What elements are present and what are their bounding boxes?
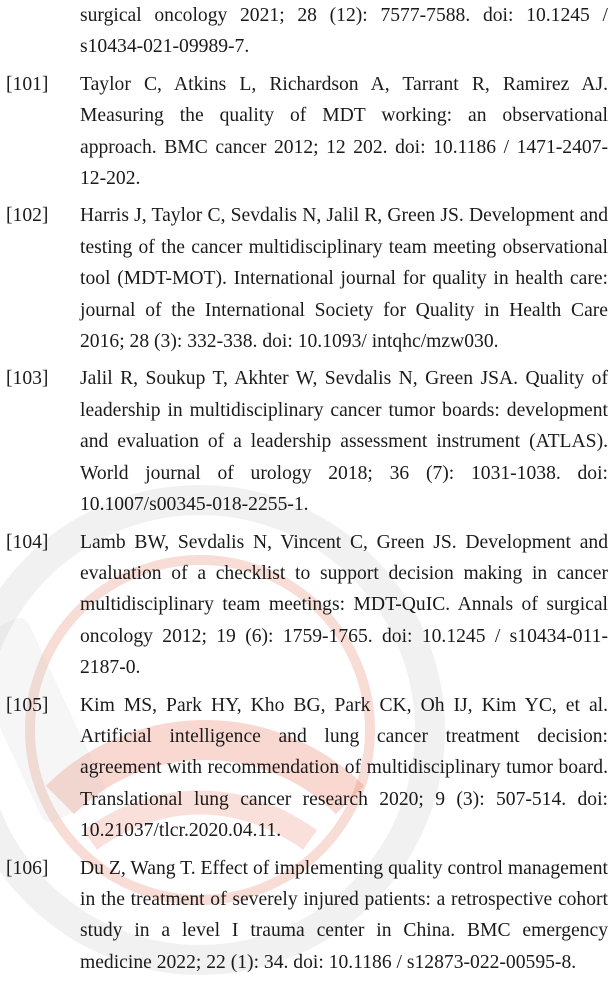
reference-number: [102]: [6, 205, 49, 227]
reference-continuation: [6, 0, 615, 63]
reference-number: [106]: [6, 857, 49, 879]
reference-number: [105]: [6, 694, 49, 716]
reference-104: [6, 527, 615, 684]
reference-text: Jalil R, Soukup T, Akhter W, Sevdalis N, Green JSA. Quality of leadership in multidisciplinary cancer tumor boards: development and evaluation of a leadership assessment instrument (ATLAS). World journal of urology 2018; 36 (7): 1031-1038. doi: 10.1007/s00345-018-2255-1.: [80, 368, 608, 516]
reference-text: surgical oncology 2021; 28 (12): 7577-7588. doi: 10.1245 / s10434-021-09989-7.: [80, 5, 608, 58]
reference-text: Taylor C, Atkins L, Richardson A, Tarrant R, Ramirez AJ. Measuring the quality of MDT working: an observational approach. BMC cancer 2012; 12 202. doi: 10.1186 / 1471-2407-12-202.: [80, 73, 608, 190]
reference-106: [6, 853, 615, 979]
reference-text: Du Z, Wang T. Effect of implementing quality control management in the treatment of severely injured patients: a retrospective cohort study in a level I trauma center in China. BMC emergency medicine 2022; 22 (1): 34. doi: 10.1186 / s12873-022-00595-8.: [80, 857, 608, 973]
reference-text: Kim MS, Park HY, Kho BG, Park CK, Oh IJ, Kim YC, et al. Artificial intelligence and lung cancer treatment decision: agreement with recommendation of multidisciplinary tumor board. Translational lung cancer research 2020; 9 (3): 507-514. doi: 10.21037/tlcr.2020.04.11.: [80, 694, 608, 842]
reference-number: [103]: [6, 368, 49, 390]
reference-number: [101]: [6, 73, 49, 95]
reference-text: Harris J, Taylor C, Sevdalis N, Jalil R, Green JS. Development and testing of the cancer multidisciplinary team meeting observational tool (MDT-MOT). International journal for quality in health care: journal of the International Society for Quality in Health Care 2016; 28 (3): 332-338. doi: 10.1093/ intqhc/mzw030.: [80, 205, 608, 353]
reference-number: [104]: [6, 531, 49, 553]
reference-102: [6, 200, 615, 357]
reference-105: [6, 690, 615, 847]
reference-101: [6, 69, 615, 195]
reference-text: Lamb BW, Sevdalis N, Vincent C, Green JS. Development and evaluation of a checklist to support decision making in cancer multidisciplinary team meetings: MDT-QuIC. Annals of surgical oncology 2012; 19 (6): 1759-1765. doi: 10.1245 / s10434-011-2187-0.: [80, 531, 608, 679]
reference-103: [6, 363, 615, 520]
